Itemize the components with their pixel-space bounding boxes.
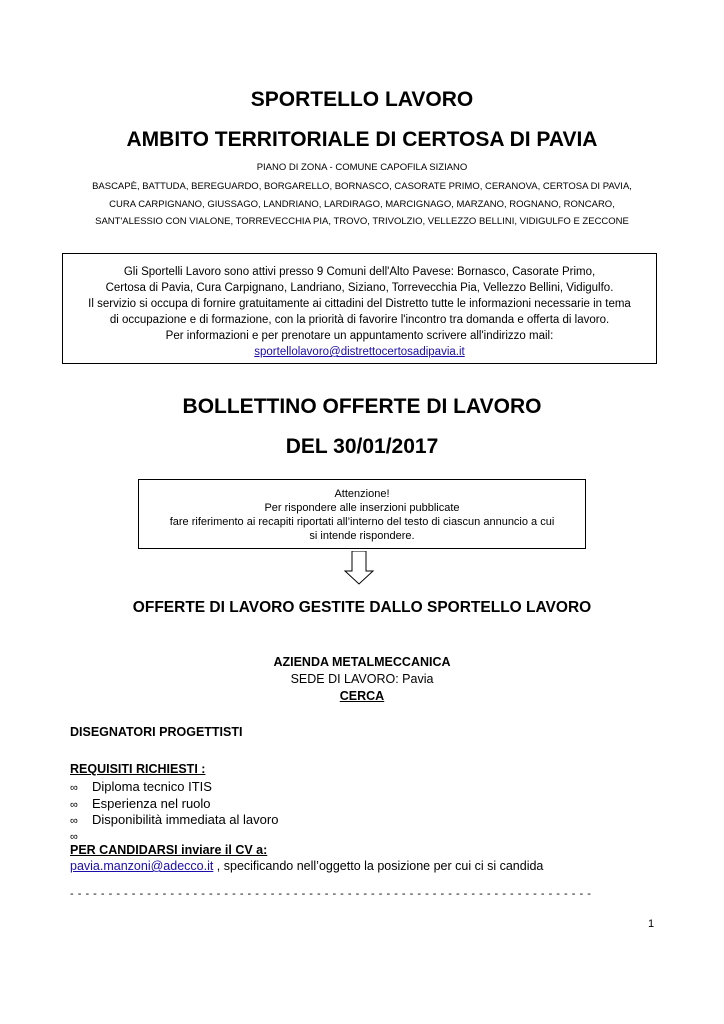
bullet-icon: ∞ (70, 815, 78, 827)
page-title: SPORTELLO LAVORO (250, 88, 474, 111)
plan-line: PIANO DI ZONA - COMUNE CAPOFILA SIZIANO (256, 162, 468, 173)
requirement-item (70, 779, 212, 794)
offer-location: SEDE DI LAVORO: Pavia (290, 672, 434, 686)
offer-position: DISEGNATORI PROGETTISTI (70, 725, 243, 739)
notice-line: Per rispondere alle inserzioni pubblicate (264, 502, 460, 514)
apply-email-link[interactable]: pavia.manzoni@adecco.it (70, 859, 214, 873)
municipalities-line-1: BASCAPÈ, BATTUDA, BEREGUARDO, BORGARELLO, BORNASCO, CASORATE PRIMO, CERANOVA, CERTOSA DI PAVIA, (92, 181, 632, 192)
info-line: Certosa di Pavia, Cura Carpignano, Landriano, Siziano, Torrevecchia Pia, Vellezzo Bellini, Vidigulfo. (105, 282, 614, 294)
requirement-text: Disponibilità immediata al lavoro (92, 812, 279, 827)
apply-line (70, 859, 543, 873)
notice-line: si intende rispondere. (309, 530, 415, 542)
page-number: 1 (648, 918, 655, 930)
section-heading: OFFERTE DI LAVORO GESTITE DALLO SPORTELLO LAVORO (132, 599, 592, 616)
info-line: Gli Sportelli Lavoro sono attivi presso 9 Comuni dell'Alto Pavese: Bornasco, Casorate Primo, (123, 266, 596, 278)
notice-line: fare riferimento ai recapiti riportati all’interno del testo di ciascun annuncio a cui (169, 516, 555, 528)
requirement-item (70, 828, 92, 843)
bulletin-title: BOLLETTINO OFFERTE DI LAVORO (182, 395, 542, 418)
notice-box (138, 479, 586, 549)
apply-text: , specificando nell’oggetto la posizione per cui ci si candida (213, 859, 544, 873)
bulletin-date: DEL 30/01/2017 (285, 435, 439, 458)
notice-line: Attenzione! (334, 488, 390, 500)
info-box (62, 253, 657, 364)
requirements-heading: REQUISITI RICHIESTI : (70, 762, 206, 776)
info-email-link[interactable]: sportellolavoro@distrettocertosadipavia.it (254, 346, 465, 358)
requirement-text: Esperienza nel ruolo (92, 796, 211, 811)
offer-company: AZIENDA METALMECCANICA (273, 655, 451, 669)
info-line: Per informazioni e per prenotare un appuntamento scrivere all'indirizzo mail: (165, 330, 554, 342)
down-arrow-icon (343, 551, 375, 585)
municipalities-line-3: SANT'ALESSIO CON VIALONE, TORREVECCHIA PIA, TROVO, TRIVOLZIO, VELLEZZO BELLINI, VIDIGULFO E ZECCONE (95, 216, 629, 227)
requirement-text: Diploma tecnico ITIS (92, 779, 212, 794)
bullet-icon: ∞ (70, 799, 78, 811)
bullet-icon: ∞ (70, 831, 78, 843)
requirement-item (70, 796, 211, 811)
info-line: di occupazione e di formazione, con la priorità di favorire l'incontro tra domanda e offerta di lavoro. (109, 314, 610, 326)
info-line: Il servizio si occupa di fornire gratuitamente ai cittadini del Distretto tutte le informazioni necessarie in tema (88, 298, 631, 310)
municipalities-line-2: CURA CARPIGNANO, GIUSSAGO, LANDRIANO, LARDIRAGO, MARCIGNAGO, MARZANO, ROGNANO, RONCARO, (109, 199, 615, 210)
page-subtitle: AMBITO TERRITORIALE DI CERTOSA DI PAVIA (126, 128, 598, 151)
separator-line: - - - - - - - - - - - - - - - - - - - - - - - - - - - - - - - - - - - - - - - - - - - - - - - - - - - - - - - - - - - - - - - - - - - - (70, 888, 592, 900)
apply-heading: PER CANDIDARSI inviare il CV a: (70, 843, 268, 857)
bullet-icon: ∞ (70, 782, 78, 794)
requirement-item (70, 812, 278, 827)
offer-cerca: CERCA (339, 689, 385, 703)
